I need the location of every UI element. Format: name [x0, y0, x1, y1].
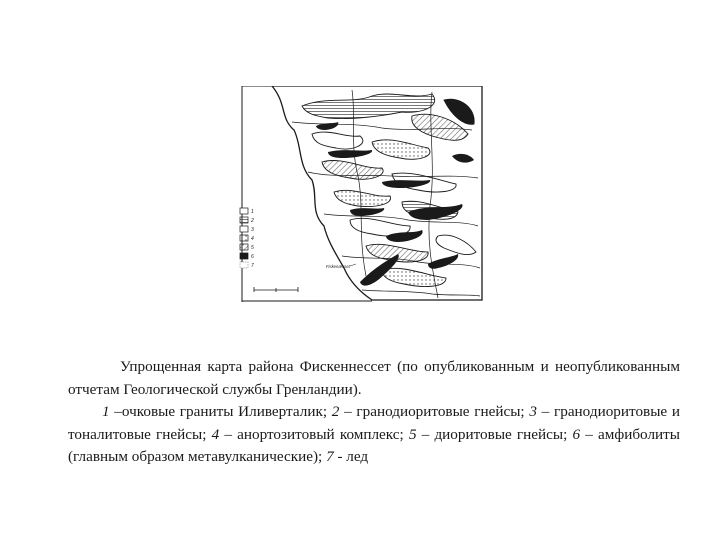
- legend-code-4: 4: [251, 236, 254, 242]
- caption-title: Упрощенная карта района Фискеннессет (по опубликованным и неопубликованным отчетам Геологической службы Гренландии).: [68, 358, 680, 398]
- geological-map: [232, 86, 490, 302]
- legend-text-2: – гранодиоритовые гнейсы;: [339, 403, 530, 421]
- legend-text-3: – гранодиоритовые и тоналитовые гнейсы;: [68, 403, 680, 443]
- legend-text-6: – амфиболиты (главным образом метавулканические);: [68, 425, 680, 466]
- legend-text-4: – анортозитовый комплекс;: [219, 425, 409, 443]
- legend-code-5: 5: [251, 245, 254, 251]
- place-label: Fiskenæsset: [326, 264, 350, 269]
- caption-legend: [68, 401, 680, 469]
- legend-num-2: 2: [331, 403, 340, 421]
- legend-num-5: 5: [408, 425, 417, 443]
- legend-text-7: - лед: [333, 448, 369, 466]
- legend-num-6: 6: [572, 425, 581, 443]
- legend-code-1: 1: [251, 209, 254, 215]
- legend-code-6: 6: [251, 254, 254, 260]
- legend-text-5: – диоритовые гнейсы;: [416, 425, 573, 443]
- legend-code-3: 3: [251, 227, 254, 233]
- legend-num-3: 3: [529, 403, 537, 421]
- legend-num-4: 4: [211, 425, 220, 443]
- scale-bar: [254, 287, 298, 292]
- legend-num-1: 1: [102, 403, 110, 421]
- legend-num-7: 7: [326, 448, 334, 466]
- figure-caption: [68, 356, 680, 469]
- legend-text-1: –очковые граниты Иливерталик;: [109, 403, 332, 421]
- legend-code-2: 2: [251, 218, 254, 224]
- legend-code-7: 7: [251, 263, 254, 269]
